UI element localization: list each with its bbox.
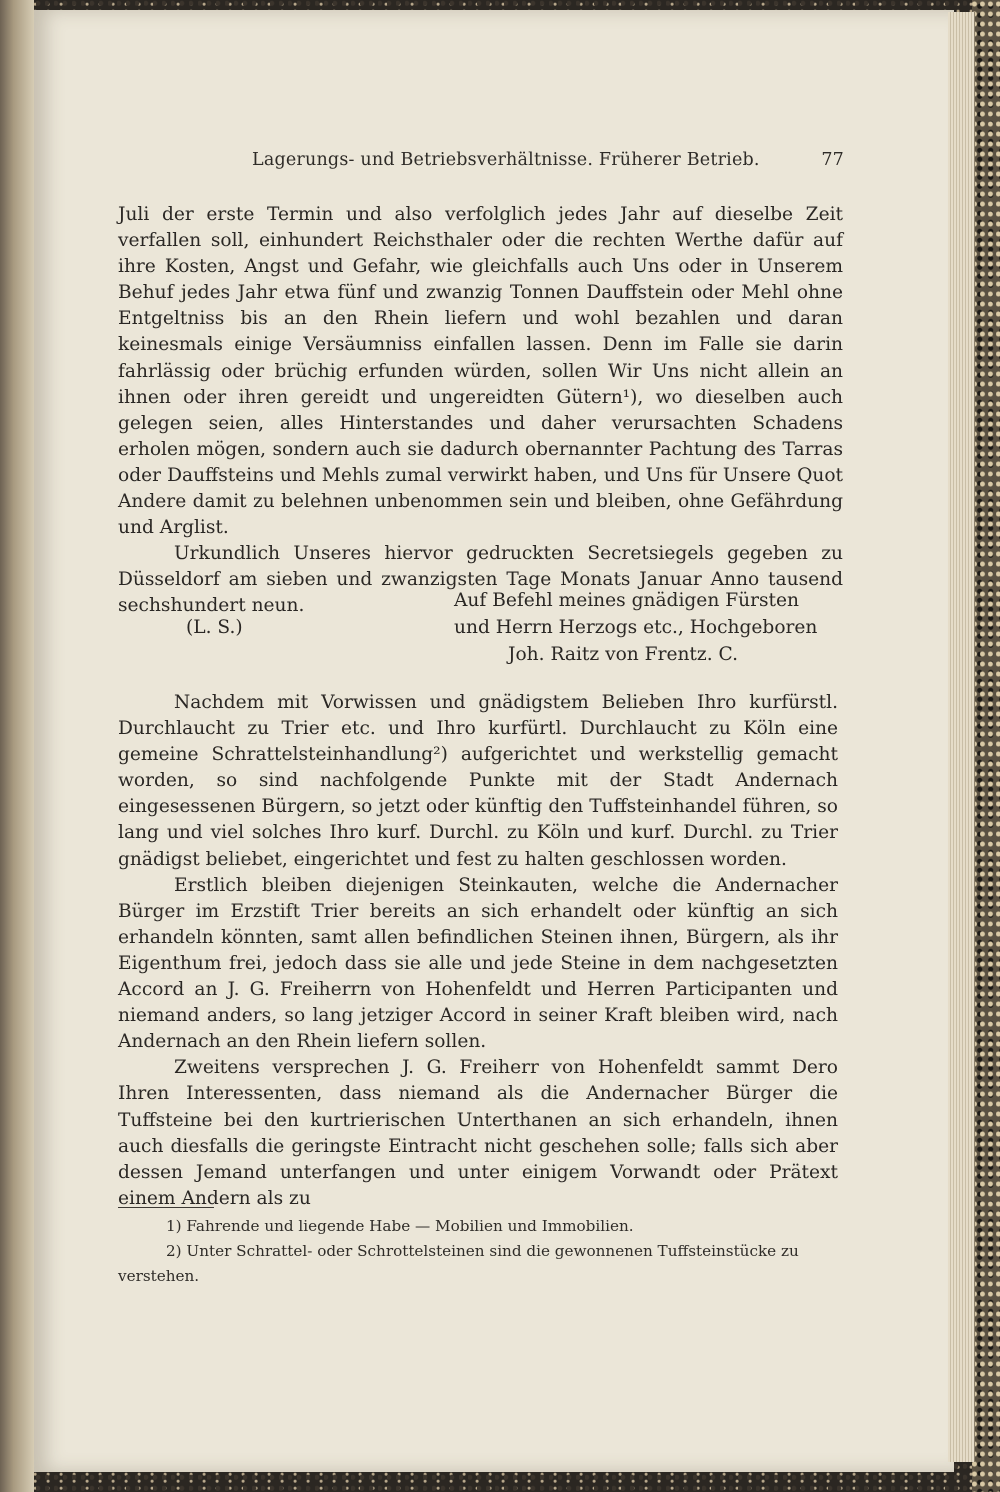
running-title: Lagerungs- und Betriebsverhältnisse. Früherer Betrieb.	[252, 150, 760, 170]
running-header	[252, 150, 848, 180]
signature-name: Joh. Raitz von Frentz. C.	[508, 644, 738, 665]
signature-line: Auf Befehl meines gnädigen Fürsten	[454, 590, 799, 611]
page-edges	[948, 12, 975, 1462]
book-spine-shadow	[0, 0, 34, 1492]
footnote: 2) Unter Schrattel- oder Schrottelsteinen sind die gewonnenen Tuffsteinstücke zu verstehen.	[118, 1242, 799, 1285]
footnote: 1) Fahrende und liegende Habe — Mobilien und Immobilien.	[166, 1217, 634, 1235]
page-number: 77	[821, 150, 844, 170]
paragraph: Urkundlich Unseres hiervor gedruckten Secretsiegels gegeben zu Düsseldorf am sieben und zwanzigsten Tage Monats Januar Anno tausend sechshundert neun.	[118, 543, 843, 617]
paragraph: Nachdem mit Vorwissen und gnädigstem Belieben Ihro kurfürstl. Durchlaucht zu Trier etc. und Ihro kurfürtl. Durchlaucht zu Köln eine gemeine Schrattelsteinhandlung²) aufgerichtet und werkstellig gemacht worden, so sind nachfolgende Punkte mit der Stadt Andernach eingesessenen Bürgern, so jetzt oder künftig den Tuffsteinhandel führen, so lang und viel solches Ihro kurf. Durchl. zu Köln und kurf. Durchl. zu Trier gnädigst beliebet, eingerichtet und fest zu halten geschlossen worden.	[118, 692, 838, 870]
body-text-top	[118, 202, 843, 620]
signature-block	[118, 588, 843, 668]
marbled-cover-edge	[972, 0, 1000, 1492]
seal-mark: (L. S.)	[186, 617, 243, 638]
paragraph: Zweitens versprechen J. G. Freiherr von Hohenfeldt sammt Dero Ihren Interessenten, dass niemand als die Andernacher Bürger die Tuffsteine bei den kurtrierischen Unterthanen an sich erhandeln, ihnen auch diesfalls die geringste Eintracht nicht geschehen solle; falls sich aber dessen Jemand unterfangen und unter einigem Vorwandt oder Prätext einem Andern als zu	[118, 1057, 838, 1209]
paragraph: Juli der erste Termin und also verfolglich jedes Jahr auf dieselbe Zeit verfallen soll, einhundert Reichsthaler oder die rechten Werthe dafür auf ihre Kosten, Angst und Gefahr, wie gleichfalls auch Uns oder in Unserem Behuf jedes Jahr etwa fünf und zwanzig Tonnen Dauffstein oder Mehl ohne Entgeltniss bis an den Rhein liefern und wohl bezahlen und daran keinesmals einige Versäumniss einfallen lassen. Denn im Falle sie darin fahrlässig oder brüchig erfunden würden, sollen Wir Uns nicht allein an ihnen oder ihren gereidt und ungereidten Gütern¹), wo dieselben auch gelegen seien, alles Hinterstandes und daher verursachten Schadens erholen mögen, sondern auch sie dadurch obernannter Pachtung des Tarras oder Dauffsteins und Mehls zumal verwirkt haben, und Uns für Unsere Quot Andere damit zu belehnen unbenommen sein und bleiben, ohne Gefährdung und Arglist.	[118, 204, 843, 539]
body-text-bottom	[118, 690, 838, 1212]
footnotes	[118, 1214, 830, 1289]
footnote-rule	[118, 1207, 214, 1208]
paragraph: Erstlich bleiben diejenigen Steinkauten, welche die Andernacher Bürger im Erzstift Trier bereits an sich erhandelt oder künftig an sich erhandeln könnten, samt allen befindlichen Steinen ihnen, Bürgern, als ihr Eigenthum frei, jedoch dass sie alle und jede Steine in dem nachgesetzten Accord an J. G. Freiherrn von Hohenfeldt und Herren Participanten und niemand anders, so lang jetziger Accord in seiner Kraft bleiben wird, nach Andernach an den Rhein liefern sollen.	[118, 874, 838, 1053]
signature-line: und Herrn Herzogs etc., Hochgeboren	[454, 617, 818, 638]
